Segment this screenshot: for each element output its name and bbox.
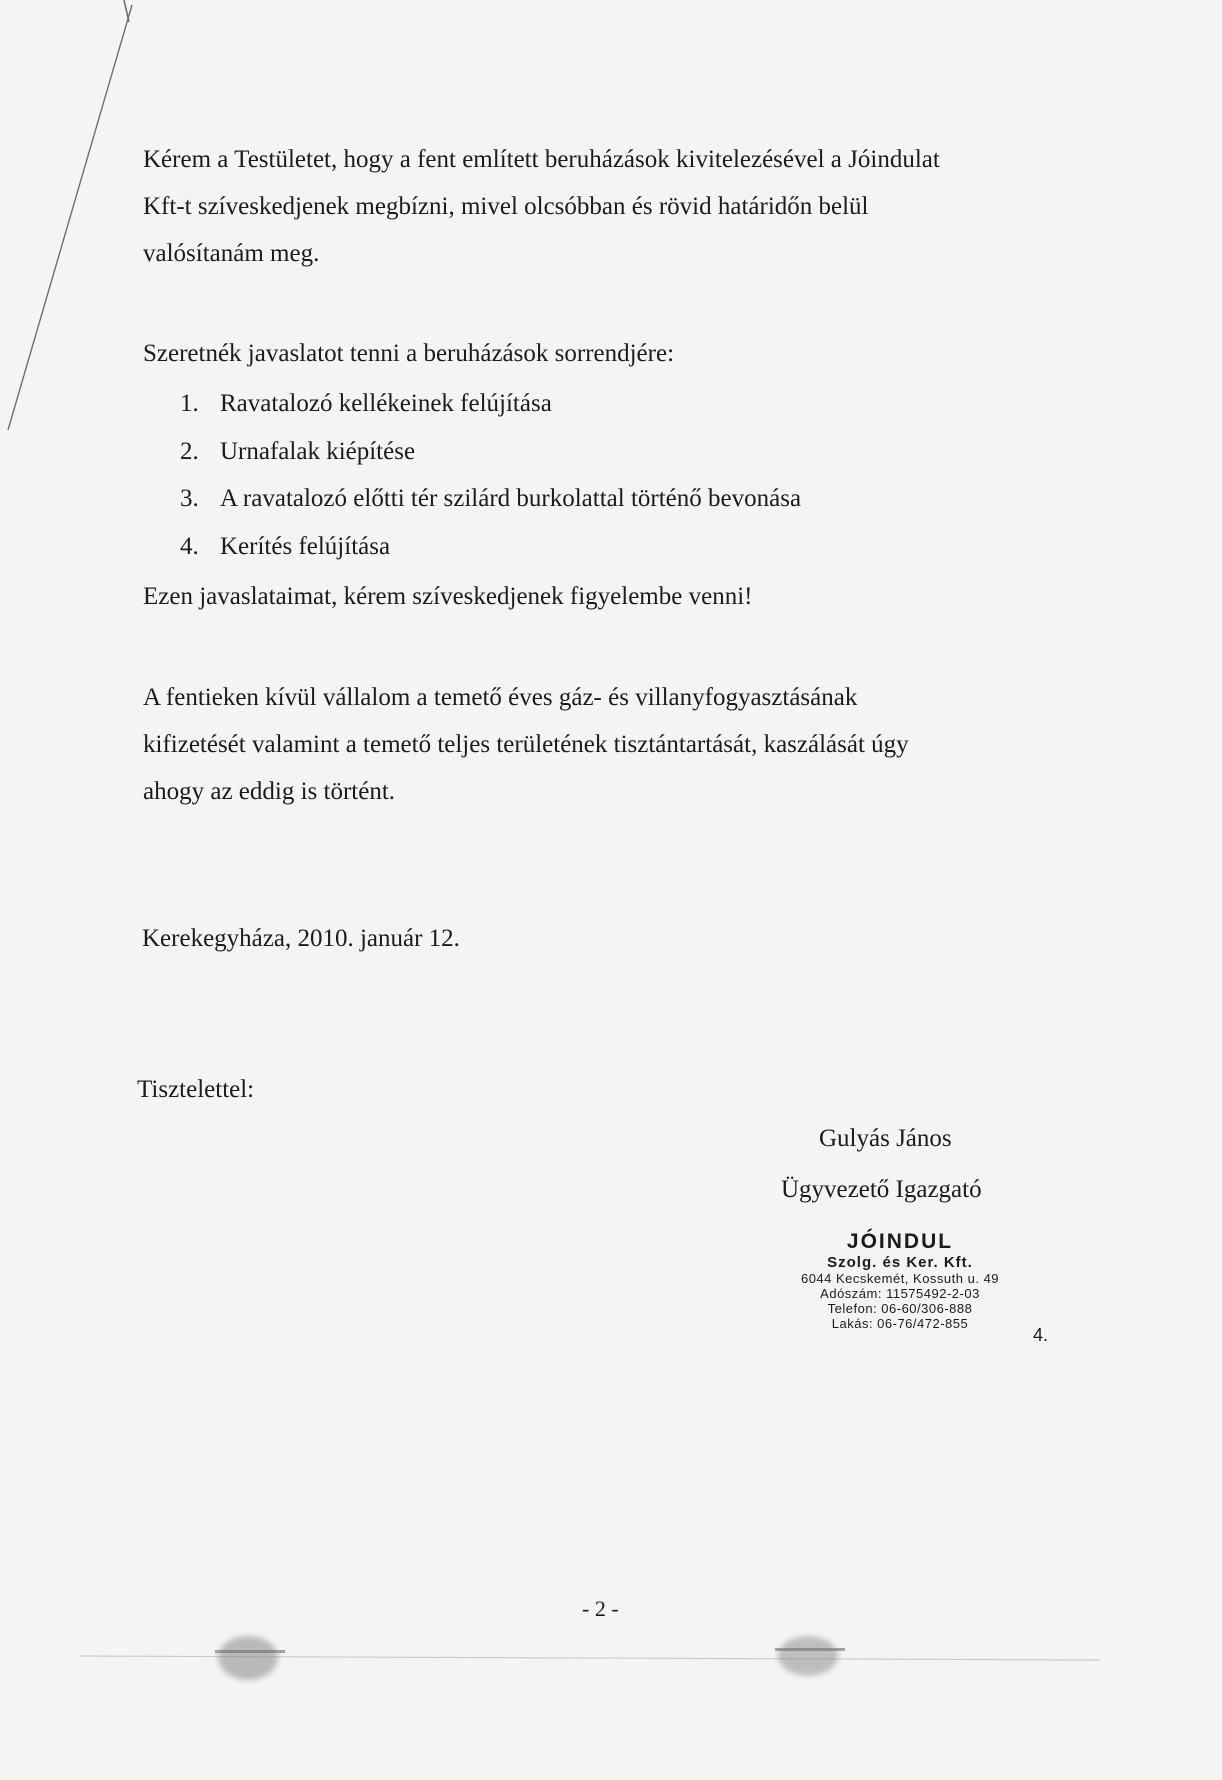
list-item-number: 4. [180, 532, 199, 560]
paragraph-line: Kft-t szíveskedjenek megbízni, mivel olcsóbban és rövid határidőn belül [143, 193, 869, 220]
request-paragraph [143, 136, 1143, 277]
scan-bands [0, 1690, 1222, 1770]
scan-shading [0, 1690, 1222, 1770]
investment-order-list [180, 380, 801, 570]
list-item-number: 3. [180, 485, 199, 512]
stamp-tax-id: Adószám: 11575492-2-03 [820, 1286, 980, 1301]
scan-artifact-band [0, 1700, 1222, 1770]
scan-noise [0, 1700, 1222, 1760]
scan-smudge-band [0, 1700, 1222, 1770]
list-item-text: Ravatalozó kellékeinek felújítása [220, 390, 552, 417]
proposal-outro: Ezen javaslataimat, kérem szíveskedjenek figyelembe venni! [143, 583, 753, 610]
scan-edge-line [0, 0, 140, 440]
scan-streaks [0, 1700, 1222, 1760]
list-item-number: 1. [180, 390, 199, 417]
scan-lines [0, 1690, 1222, 1770]
paragraph-line: A fentieken kívül vállalom a temető éves gáz- és villanyfogyasztásának [143, 684, 858, 711]
scan-marks [0, 1690, 1222, 1770]
commitment-paragraph [143, 674, 1143, 815]
scanner-artifacts [0, 1560, 1222, 1700]
stamp-company-name: JÓINDUL [846, 1230, 954, 1253]
list-item-number: 2. [180, 437, 199, 465]
stamp-company-type: Szolg. és Ker. Kft. [827, 1254, 973, 1271]
list-item-text: A ravatalozó előtti tér szilárd burkolattal történő bevonása [220, 485, 802, 512]
scan-smudges [0, 1690, 1222, 1780]
closing-salutation: Tisztelettel: [137, 1076, 255, 1103]
paragraph-line: valósítanám meg. [143, 240, 320, 267]
list-item [180, 523, 801, 571]
list-item [180, 380, 801, 428]
place-date: Kerekegyháza, 2010. január 12. [142, 925, 460, 952]
list-item [180, 475, 801, 523]
stamp-address: 6044 Kecskemét, Kossuth u. 49 [800, 1271, 1000, 1286]
list-item [180, 428, 801, 476]
paragraph-line: ahogy az eddig is történt. [143, 778, 396, 805]
stamp-home-phone: Lakás: 06-76/472-855 [831, 1316, 969, 1331]
horizontal-scan-streak [0, 1700, 1222, 1760]
paragraph-line: kifizetését valamint a temető teljes területének tisztántartását, kaszálását úgy [143, 731, 909, 758]
stamp-phone: Telefon: 06-60/306-888 [827, 1301, 973, 1316]
proposal-intro: Szeretnék javaslatot tenni a beruházások sorrendjére: [143, 340, 675, 367]
list-item-text: Kerítés felújítása [220, 532, 391, 560]
list-item-text: Urnafalak kiépítése [220, 437, 416, 465]
signer-name: Gulyás János [819, 1125, 952, 1152]
scan-artifacts [0, 1690, 1222, 1780]
paragraph-line: Kérem a Testületet, hogy a fent említett beruházások kivitelezésével a Jóindulat [143, 146, 940, 173]
scan-dust [0, 1690, 1222, 1770]
signer-title: Ügyvezető Igazgató [781, 1176, 982, 1203]
company-stamp [750, 1230, 1050, 1331]
scan-artifact-band [0, 1700, 1222, 1780]
scan-smudge-row [0, 1690, 1222, 1760]
page-number: - 2 - [582, 1596, 619, 1621]
stamp-mark: 4. [1033, 1325, 1049, 1345]
